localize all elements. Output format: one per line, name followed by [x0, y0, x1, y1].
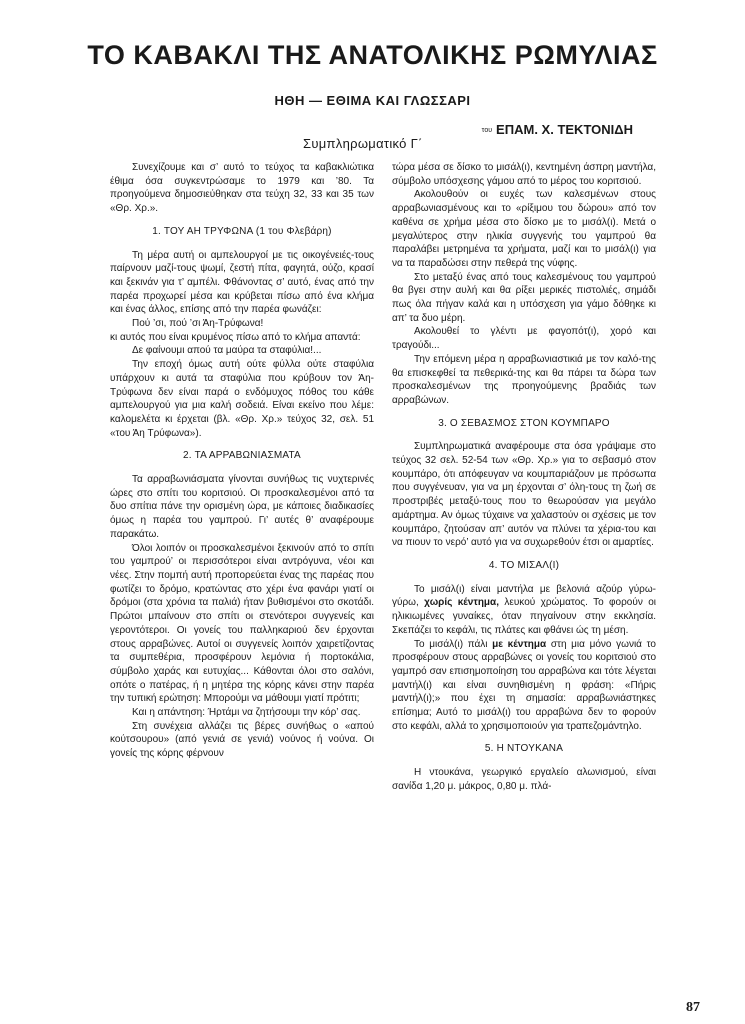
paragraph: Και η απάντηση: Ήρτάμι να ζητήσουμι την κόρ’ σας.	[132, 707, 361, 719]
supplement-label: Συμπληρωματικό Γ΄	[303, 136, 423, 151]
bold-text: με κέντημα	[492, 638, 547, 650]
paragraph: Ακολουθούν οι ευχές των καλεσμένων στους αρραβωνιασμένους και το «ρίξιμου του δώρου» από τον καθένα σε χρήμα μέσα στο δίσκο με το μισάλ(ι). Μετά ο μεγαλύτερος στην ηλικία συγγενής του γαμπρού θα παραλάβει μετρημένα τα χρήματα, μαζί και το μισάλ(ι) για να τα παραδώσει στην πεθερά της νύφης.	[392, 189, 656, 269]
section-heading: 3. Ο ΣΕΒΑΣΜΟΣ ΣΤΟΝ ΚΟΥΜΠΑΡΟ	[438, 417, 610, 429]
paragraph: Ακολουθεί το γλέντι με φαγοπότ(ι), χορό και τραγούδι...	[392, 326, 656, 352]
text-run: Το μισάλ(ι) είναι μαντήλα με βελονιά αζούρ γύρω-γύρω,	[392, 583, 656, 609]
paragraph: Τη μέρα αυτή οι αμπελουργοί με τις οικογένειές-τους παίρνουν μαζί-τους ψωμί, ζεστή πίτα, φαγητά, ούζο, κρασί και ξεκινάν για τ’ αμπέλι. Φθάνοντας σ’ αυτό, ένας από την παρέα προχωρεί μέσα και κρύβεται πίσω από ένα κλήμα και ένας άλλος, επίσης από την παρέα φωνάζει:	[110, 249, 374, 316]
paragraph: Όλοι λοιπόν οι προσκαλεσμένοι ξεκινούν από το σπίτι του γαμπρού’ οι περισσότεροι είναι αντρόγυνα, νέοι και νέες. Στην πομπή αυτή προπορεύεται ένας της παρέας που φωτίζει το δρόμο, κρατώντας στο χέρι ένα φανάρι γιατί οι δρόμοι (στα χρόνια τα παλιά) ήταν βυθισμένοι στο σκοτάδι. Πρώτοι μπαίνουν στο σπίτι οι στενότεροι συγγενείς και γεροντότεροι. Οι γονείς του παλληκαριού δεν έρχονται στους αρραβώνες. Αυτοί οι συγγενείς λοιπόν χαιρετίζοντας τα συμπεθέρια, προσφέρουν λεμόνια ή πορτοκάλια, σύμβολο χαράς και ευτυχίας... Κάθονται όλοι στο σαλόνι, οπότε ο πατέρας, ή η μητέρα της κόρης κάνει στην παρέα την τυπική ερώτηση: Μπορούμι να μάθουμι γιατί πρότιτι;	[110, 542, 374, 705]
byline	[482, 122, 633, 137]
text-run: Το μισάλ(ι) πάλι	[414, 638, 493, 650]
text-run: στη μια μόνο γωνιά το προσφέρουν στους αρραβώνες οι γονείς του κοριτσιού στο γαμπρό σαν επισημοποίηση του αρραβώνα και τότε λέγεται μαντήλ(ι) και είναι συνηθισμένη η φράση: «Πήρις μαντήλ(ι);» που έχει τη σημασία: αρραβωνιάστηκες επίσημα; Αυτό το μισάλ(ι) του αρραβώνα δεν το φορούν στο κεφάλι, αλλά το χρησιμοποιούν για τραπεζομάντηλο.	[392, 638, 656, 732]
section-heading: 2. ΤΑ ΑΡΡΑΒΩΝΙΑΣΜΑΤΑ	[183, 450, 301, 462]
section-heading: 5. Η ΝΤΟΥΚΑΝΑ	[484, 743, 564, 755]
text-run: λευκού χρώματος. Το φορούν οι ηλικιωμένες γυναίκες, όταν πηγαίνουν στην εκκλησία. Σκεπάζει το κεφάλι, τις πλάτες και φθάνει ώς τη μέση.	[392, 597, 657, 636]
article-title: ΤΟ ΚΑΒΑΚΛΙ ΤΗΣ ΑΝΑΤΟΛΙΚΗΣ ΡΩΜΥΛΙΑΣ	[87, 40, 658, 70]
paragraph: κι αυτός που είναι κρυμένος πίσω από το κλήμα απαντά:	[110, 331, 361, 343]
paragraph: Συνεχίζουμε και σ’ αυτό το τεύχος τα καβακλιώτικα έθιμα όσα συγκεντρώσαμε το 1979 και ’80. Τα προηγούμενα δημοσιεύθηκαν στα τεύχη 32, 33 και 35 των «Θρ. Χρ.».	[110, 162, 374, 215]
right-column	[392, 161, 656, 794]
paragraph: Η ντουκάνα, γεωργικό εργαλείο αλωνισμού, είναι σανίδα 1,20 μ. μάκρος, 0,80 μ. πλά-	[392, 767, 656, 792]
page-number: 87	[686, 1000, 700, 1015]
paragraph	[392, 638, 656, 734]
paragraph: Πού ’σι, πού ’σι Άη-Τρύφωνα!	[132, 318, 264, 330]
paragraph: Συμπληρωματικά αναφέρουμε στα όσα γράψαμε στο τεύχος 32 σελ. 52-54 των «Θρ. Χρ.» για το σεβασμό στον κουμπάρο, ότι απόφευγαν να κουμπαριάζουν με πρόσωπα που συγγένευαν, για να μη έρχονται σ’ όλη-τους τη ζωή σε προστριβές μεταξύ-τους που το θεωρούσαν για μεγάλο αμάρτημα. Αν όμως τύχαινε να χαλαστούν οι σχέσεις με τον κουμπάρο, ζητούσαν απ’ αυτόν να πλύνει τα χέρια-του και να πιουν το νερό’ αυτό για να συχωρεθούν έτσι οι αμαρτίες.	[392, 441, 656, 549]
bold-text: χωρίς κέντημα,	[424, 597, 499, 609]
paragraph: τώρα μέσα σε δίσκο το μισάλ(ι), κεντημένη άσπρη μαντήλα, σύμβολο υπόσχεσης γάμου από το μέρος του κοριτσιού.	[392, 162, 656, 187]
author-name: ΕΠΑΜ. Χ. ΤΕΚΤΟΝΙΔΗ	[496, 122, 633, 137]
paragraph: Την εποχή όμως αυτή ούτε φύλλα ούτε σταφύλια υπάρχουν κι αυτά τα σταφύλια που κρύβουν τον Άη-Τρύφωνα δεν είναι παρά ο ενδόμυχος πόθος του κάθε αμπελουργού για μια καλή σοδειά. Είναι εκείνο που λέμε: καλομελέτα κι έρχεται (βλ. «Θρ. Χρ.» τεύχος 32, σελ. 51 «του Άη Τρύφωνα»).	[110, 359, 374, 439]
article-subtitle: ΗΘΗ — ΕΘΙΜΑ ΚΑΙ ΓΛΩΣΣΑΡΙ	[274, 93, 471, 108]
paragraph: Την επόμενη μέρα η αρραβωνιαστικιά με τον καλό-της θα επισκεφθεί τα πεθερικά-της και θα πάρει τα δώρα των προσκαλεσμένων της προηγούμενης βραδιάς των αρραβώνων.	[392, 353, 656, 406]
section-heading: 1. ΤΟΥ ΑΗ ΤΡΥΦΩΝΑ (1 του Φλεβάρη)	[152, 225, 332, 237]
section-heading: 4. ΤΟ ΜΙΣΑΛ(Ι)	[488, 559, 560, 571]
paragraph: Στο μεταξύ ένας από τους καλεσμένους του γαμπρού θα βγει στην αυλή και θα ρίξει μερικές πιστολιές, σημάδι πως όλα πήγαν καλά και η υπόσχεση για γάμο δόθηκε κι απ’ τα δυο μέρη.	[392, 271, 656, 324]
paragraph: Δε φαίνουμι απού τα μαύρα τα σταφύλια!...	[132, 345, 322, 357]
paragraph: Τα αρραβωνιάσματα γίνονται συνήθως τις νυχτερινές ώρες στο σπίτι του κοριτσιού. Οι προσκαλεσμένοι από τα δυο σπίτια πάνε την ορισμένη ώρα, με κάποιες διαδικασίες όμως η παρέα του γαμπρού. Γι’ αυτές θ’ αναφέρουμε παρακάτω.	[110, 474, 374, 540]
left-column	[110, 161, 374, 761]
paragraph	[392, 583, 656, 638]
byline-prefix: του	[481, 127, 493, 134]
paragraph: Στη συνέχεια αλλάζει τις βέρες συνήθως ο «απού κούτσουρου» (από γενιά σε γενιά) νούνος ή νούνα. Οι γονείς της κόρης φέρνουν	[110, 720, 374, 760]
